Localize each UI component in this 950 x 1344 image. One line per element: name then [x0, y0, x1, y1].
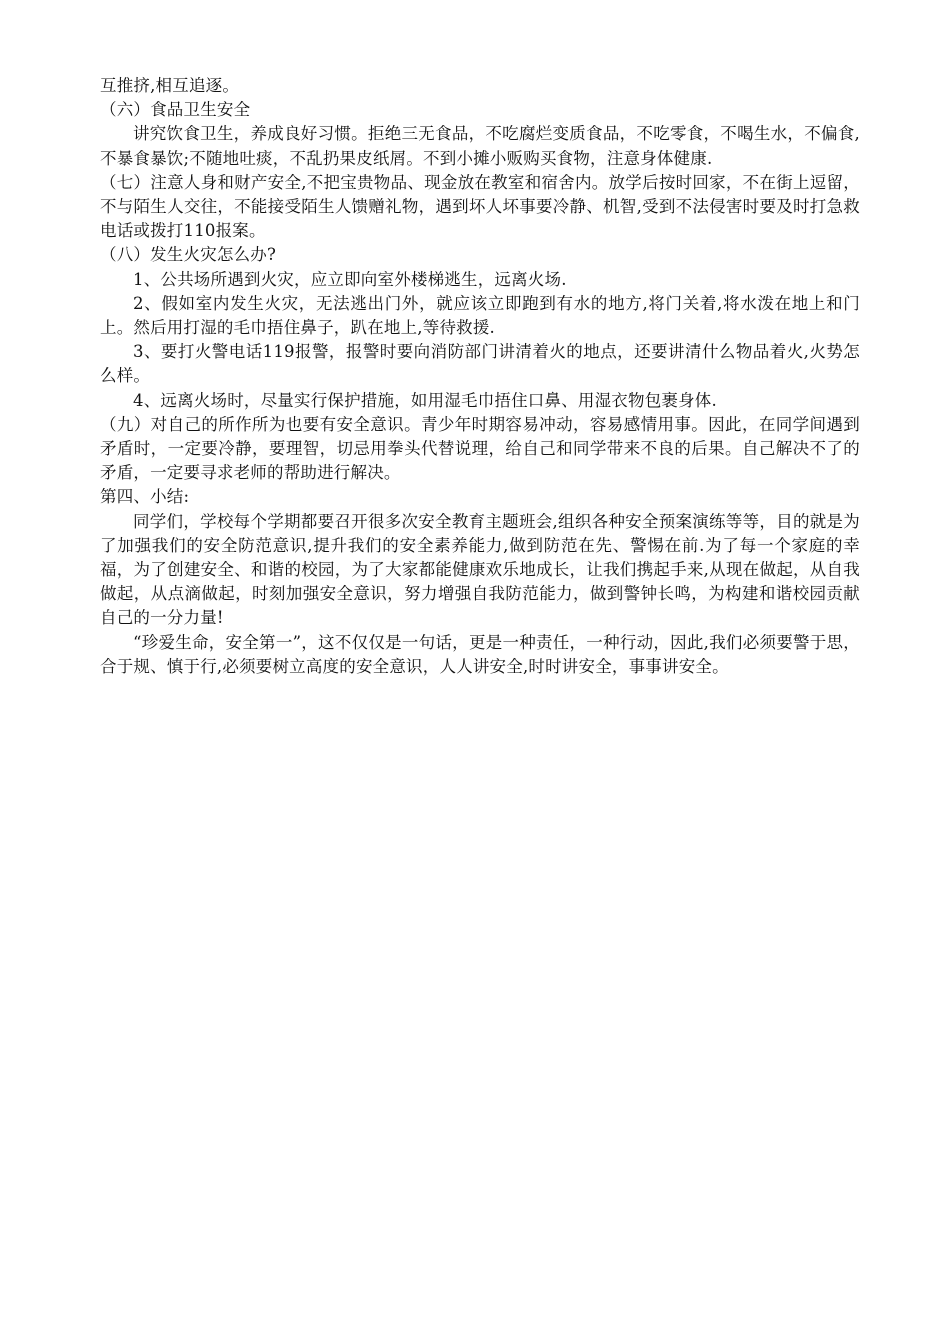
list-item-fire-1: 1、公共场所遇到火灾，应立即向室外楼梯逃生，远离火场.	[133, 269, 567, 289]
paragraph-continuation: 互推挤,相互追逐。	[100, 76, 240, 95]
paragraph-personal-property-safety: （七）注意人身和财产安全,不把宝贵物品、现金放在教室和宿舍内。放学后按时回家，不在街上逗留，不与陌生人交往，不能接受陌生人馈赠礼物，遇到坏人坏事要冷静、机智,受到不法侵害时要及时打急救电话或拨打110报案。	[100, 172, 860, 241]
heading-food-safety: （六）食品卫生安全	[100, 100, 251, 120]
list-item-fire-2: 2、假如室内发生火灾，无法逃出门外，就应该立即跑到有水的地方,将门关着,将水泼在地上和门上。然后用打湿的毛巾捂住鼻子，趴在地上,等待救援.	[100, 293, 860, 338]
heading-summary: 第四、小结:	[100, 487, 190, 507]
paragraph-summary: 同学们，学校每个学期都要召开很多次安全教育主题班会,组织各种安全预案演练等等，目的就是为了加强我们的安全防范意识,提升我们的安全素养能力,做到防范在先、警惕在前.为了每一个家庭的幸福，为了创建安全、和谐的校园，为了大家都能健康欢乐地成长，让我们携起手来,从现在做起，从自我做起，从点滴做起，时刻加强安全意识，努力增强自我防范能力，做到警钟长鸣，为构建和谐校园贡献自己的一分力量!	[100, 511, 860, 628]
document-page	[100, 74, 860, 679]
list-item-fire-3: 3、要打火警电话119报警，报警时要向消防部门讲清着火的地点，还要讲清什么物品着火,火势怎么样。	[100, 342, 860, 386]
heading-fire: （八）发生火灾怎么办?	[100, 245, 277, 265]
paragraph-self-awareness: （九）对自己的所作所为也要有安全意识。青少年时期容易冲动，容易感情用事。因此，在同学间遇到矛盾时，一定要冷静，要理智，切忌用拳头代替说理，给自己和同学带来不良的后果。自己解决不了的矛盾，一定要寻求老师的帮助进行解决。	[100, 414, 860, 483]
paragraph-conclusion: “珍爱生命，安全第一”，这不仅仅是一句话，更是一种责任，一种行动，因此,我们必须要警于思，合于规、慎于行,必须要树立高度的安全意识，人人讲安全,时时讲安全，事事讲安全。	[100, 632, 860, 676]
list-item-fire-4: 4、远离火场时，尽量实行保护措施，如用湿毛巾捂住口鼻、用湿衣物包裹身体.	[133, 390, 717, 410]
paragraph-food-safety: 讲究饮食卫生，养成良好习惯。拒绝三无食品，不吃腐烂变质食品，不吃零食，不喝生水，不偏食,不暴食暴饮;不随地吐痰，不乱扔果皮纸屑。不到小摊小贩购买食物，注意身体健康.	[100, 124, 860, 168]
